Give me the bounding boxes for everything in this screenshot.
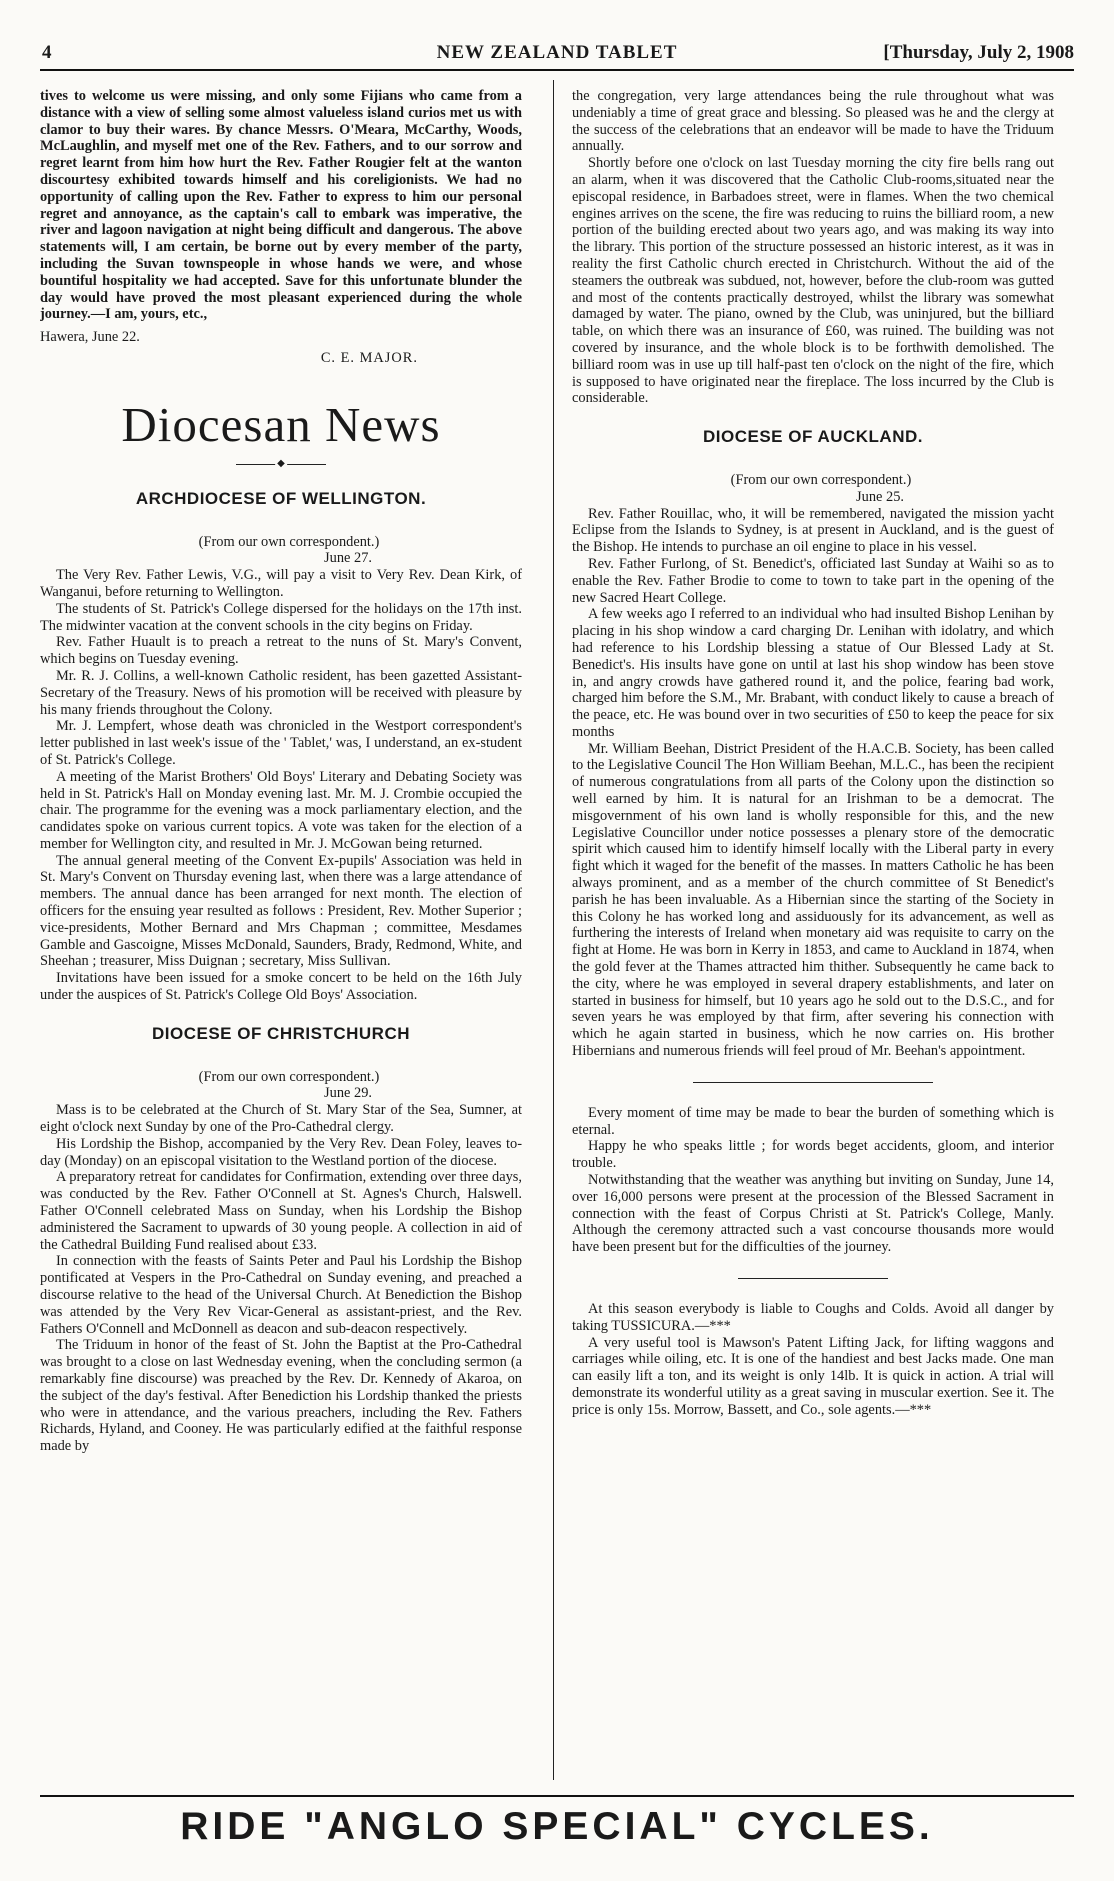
ornament-rule (236, 459, 326, 469)
article-paragraph: Rev. Father Huault is to preach a retreat to the nuns of St. Mary's Convent, which begins on Tuesday evening. (40, 634, 522, 668)
dateline: June 27. (324, 550, 372, 567)
correspondent-line: (From our own correspondent.) (730, 471, 912, 488)
section-heading-wellington: ARCHDIOCESE OF WELLINGTON. (135, 488, 427, 508)
header-rule (40, 69, 1074, 71)
dateline: June 25. (856, 488, 904, 505)
article-paragraph: A preparatory retreat for candidates for Confirmation, extending over three days, was conducted by the Rev. Father O'Connell at St. Agnes's Church, Halswell. Father O'Connell celebrated Mass on Sunday, when his Lordship the Bishop administered the Sacrament to upwards of 30 young people. A collection in aid of the Cathedral Building Fund realised about £33. (40, 1169, 522, 1253)
article-paragraph: In connection with the feasts of Saints Peter and Paul his Lordship the Bishop pontificated at Vespers in the Pro-Cathedral on Sunday evening, and preached a discourse relative to the head of the Universal Church. At Benediction the Bishop was attended by the Very Rev Vicar-General as assistant-priest, and the Rev. Fathers O'Connell and McDonnell as deacon and sub-deacon respectively. (40, 1253, 522, 1337)
right-column (572, 88, 1054, 1688)
section-heading-christchurch: DIOCESE OF CHRISTCHURCH (151, 1023, 410, 1043)
article-paragraph: Rev. Father Rouillac, who, it will be remembered, navigated the mission yacht Eclipse from the Islands to Sydney, is at present in Auckland, and is the guest of the Bishop. He intends to purchase an oil engine to place in his vessel. (572, 505, 1054, 556)
footer-advertisement: RIDE "ANGLO SPECIAL" CYCLES. (40, 1795, 1074, 1857)
misc-paragraph: Happy he who speaks little ; for words beget accidents, gloom, and interior trouble. (572, 1138, 1054, 1172)
article-paragraph: The students of St. Patrick's College dispersed for the holidays on the 17th inst. The midwinter vacation at the convent schools in the city begins on Friday. (40, 600, 522, 634)
column-divider (553, 80, 554, 1780)
correspondent-line: (From our own correspondent.) (198, 533, 380, 550)
letter-paragraph: tives to welcome us were missing, and only some Fijians who came from a distance with a view of selling some almost valueless island curios met us with clamor to buy their wares. By chance Messrs. O'Meara, McCarthy, Woods, McLaughlin, and myself met one of the Rev. Fathers, and to our sorrow and regret learnt from him how hurt the Rev. Father Rougier felt at the wanton discourtesy exhibited towards himself and his coreligionists. We had no opportunity of calling upon the Rev. Father to express to him our personal regret and annoyance, as the captain's call to embark was imperative, the river and lagoon navigation at night being difficult and dangerous. The above statements will, I am certain, be borne out by every member of the party, including the Suvan townspeople in whose hands we were, and whose bountiful hospitality we had accepted. Save for this unfortunate blunder the day would have proved the most pleasant experienced during the whole journey.—I am, yours, etc., (40, 88, 522, 323)
diocesan-news-title: Diocesan News (121, 396, 441, 452)
article-paragraph: the congregation, very large attendances being the rule throughout what was undeniably a time of great grace and blessing. So pleased was he and the clergy at the success of the celebrations that an endeavor will be made to have the Triduum annually. (572, 88, 1054, 155)
article-paragraph: A meeting of the Marist Brothers' Old Boys' Literary and Debating Society was held in St. Patrick's Hall on Monday evening last. Mr. M. J. Crombie occupied the chair. The programme for the evening was a mock parliamentary election, and the candidates spoke on various current topics. A vote was taken for the election of a member for Wellington city, and resulted in Mr. J. McGowan being returned. (40, 768, 522, 852)
section-divider (693, 1082, 933, 1083)
letter-place-date: Hawera, June 22. (40, 329, 140, 346)
article-paragraph: His Lordship the Bishop, accompanied by the Very Rev. Dean Foley, leaves to-day (Monday) on an episcopal visitation to the Westland portion of the diocese. (40, 1135, 522, 1169)
advertisement-paragraph: A very useful tool is Mawson's Patent Lifting Jack, for lifting waggons and carriages while oiling, etc. It is one of the handiest and best Jacks made. One man can easily lift a ton, and its weight is only 14lb. It is quick in action. A trial will demonstrate its wonderful utility as a great saving in muscular exertion. See it. The price is only 15s. Morrow, Bassett, and Co., sole agents.—*** (572, 1334, 1054, 1418)
article-paragraph: Invitations have been issued for a smoke concert to be held on the 16th July under the auspices of St. Patrick's College Old Boys' Association. (40, 970, 522, 1004)
article-paragraph: The annual general meeting of the Convent Ex-pupils' Association was held in St. Mary's Convent on Thursday evening last, when there was a large attendance of members. The annual dance has been arranged for next month. The election of officers for the ensuing year resulted as follows : President, Rev. Mother Superior ; vice-presidents, Mother Bernard and Mrs Chapman ; committee, Mesdames Gamble and Gascoigne, Misses McDonald, Saunders, Brady, Redmond, White, and Sheehan ; treasurer, Miss Duignan ; secretary, Miss Sullivan. (40, 852, 522, 970)
dateline: June 29. (324, 1085, 372, 1102)
correspondent-line: (From our own correspondent.) (198, 1068, 380, 1085)
masthead-title: NEW ZEALAND TABLET (436, 42, 678, 63)
article-paragraph: Mr. William Beehan, District President of the H.A.C.B. Society, has been called to the Legislative Council The Hon William Beehan, M.L.C., has been the recipient of numerous congratulations from all parts of the Colony upon the distinction so well earned by him. It is natural for an Irishman to be a democrat. The misgovernment of his own land is wholly responsible for this, and the new Legislative Councillor under notice possesses a plenary store of the democratic spirit which caused him to identify himself locally with the Liberal party in every fight which it waged for the benefit of the masses. In matters Catholic he has been always prominent, and as a member of the church committee of St Benedict's parish he has been invaluable. As a Hibernian since the starting of the Society in this Colony he has worked long and assiduously for its advancement, as well as furthering the interests of Ireland when monetary aid was requisite to carry on the fight at Home. He was born in Kerry in 1853, and came to Auckland in 1874, when the gold fever at the Thames attracted him thither. Subsequently he came back to the city, where he was employed in several drapery establishments, and later on started in business for himself, but 10 years ago he sold out to the D.S.C., and for seven years he was employed by that firm, after severing his connection with which he again started in business, which he now carries on. His brother Hibernians and numerous friends will feel proud of Mr. Beehan's appointment. (572, 740, 1054, 1060)
left-column (40, 88, 522, 1778)
issue-date: [Thursday, July 2, 1908 (883, 42, 1074, 63)
misc-paragraph: Notwithstanding that the weather was anything but inviting on Sunday, June 14, over 16,000 persons were present at the procession of the Blessed Sacrament in connection with the feast of Corpus Christi at St. Patrick's College, Manly. Although the ceremony attracted such a vast concourse thousands more would have been present but for the difficulties of the journey. (572, 1172, 1054, 1256)
advertisement-paragraph: At this season everybody is liable to Coughs and Colds. Avoid all danger by taking TUSSICURA.—*** (572, 1301, 1054, 1334)
section-divider (738, 1278, 888, 1279)
article-paragraph: The Very Rev. Father Lewis, V.G., will pay a visit to Very Rev. Dean Kirk, of Wanganui, before returning to Wellington. (40, 567, 522, 600)
article-paragraph: Shortly before one o'clock on last Tuesday morning the city fire bells rang out an alarm, when it was discovered that the Catholic Club-rooms,situated near the episcopal residence, in Barbadoes street, were in flames. When the two chemical engines arrives on the scene, the fire was reducing to ruins the billiard room, a new portion of the building erected about two years ago, and was making its way into the library. This portion of the structure possessed an historic interest, as it was in reality the first Catholic church erected in Christchurch. Without the aid of the steamers the outbreak was subdued, not, however, before the club-room was gutted and most of the contents practically destroyed, whilst the library was somewhat damaged by water. The piano, owned by the Club, was uninjured, but the billiard table, on which there was an insurance of £60, was ruined. The building was not covered by insurance, and the whole block is to be forthwith demolished. The billiard room was in use up till half-past ten o'clock on the night of the fire, which is supposed to have originated near the fireplace. The loss incurred by the Club is considerable. (572, 155, 1054, 407)
page-header (40, 42, 1074, 68)
article-paragraph: Rev. Father Furlong, of St. Benedict's, officiated last Sunday at Waihi so as to enable the Rev. Father Brodie to come to town to take part in the opening of the new Sacred Heart College. (572, 555, 1054, 606)
article-paragraph: Mass is to be celebrated at the Church of St. Mary Star of the Sea, Sumner, at eight o'clock next Sunday by one of the Pro-Cathedral clergy. (40, 1102, 522, 1136)
misc-paragraph: Every moment of time may be made to bear the burden of something which is eternal. (572, 1104, 1054, 1138)
article-paragraph: Mr. J. Lempfert, whose death was chronicled in the Westport correspondent's letter published in last week's issue of the ' Tablet,' was, I understand, an ex-student of St. Patrick's College. (40, 718, 522, 768)
letter-signature: C. E. MAJOR. (320, 349, 418, 366)
letter-signature-block (40, 329, 522, 367)
section-heading-auckland: DIOCESE OF AUCKLAND. (703, 427, 923, 447)
diamond-ornament: ◆ (277, 457, 285, 469)
article-paragraph: Mr. R. J. Collins, a well-known Catholic resident, has been gazetted Assistant-Secretary of the Treasury. News of his promotion will be received with pleasure by his many friends throughout the Colony. (40, 667, 522, 718)
article-paragraph: A few weeks ago I referred to an individual who had insulted Bishop Lenihan by placing in his shop window a card charging Dr. Lenihan with idolatry, and which had reference to his Lordship blessing a statue of Our Blessed Lady at St. Benedict's. His insults have gone on until at last his shop window has been stove in, and angry crowds have gathered round it, and the police, fearing bad work, charged him before the S.M., Mr. Brabant, with conduct likely to cause a breach of the peace, etc. He was bound over in two securities of £50 to keep the peace for six months (572, 606, 1054, 740)
article-paragraph: The Triduum in honor of the feast of St. John the Baptist at the Pro-Cathedral was brought to a close on last Wednesday evening, when the concluding sermon (a remarkably fine discourse) was preached by the Rev. Dr. Kennedy of Akaroa, on the subject of the day's festival. After Benediction his Lordship thanked the priests who were in attendance, and the various preachers, including the Rev. Fathers Richards, Hyland, and Cooney. He was particularly edified at the faithful response made by (40, 1337, 522, 1455)
page-number: 4 (42, 42, 52, 63)
